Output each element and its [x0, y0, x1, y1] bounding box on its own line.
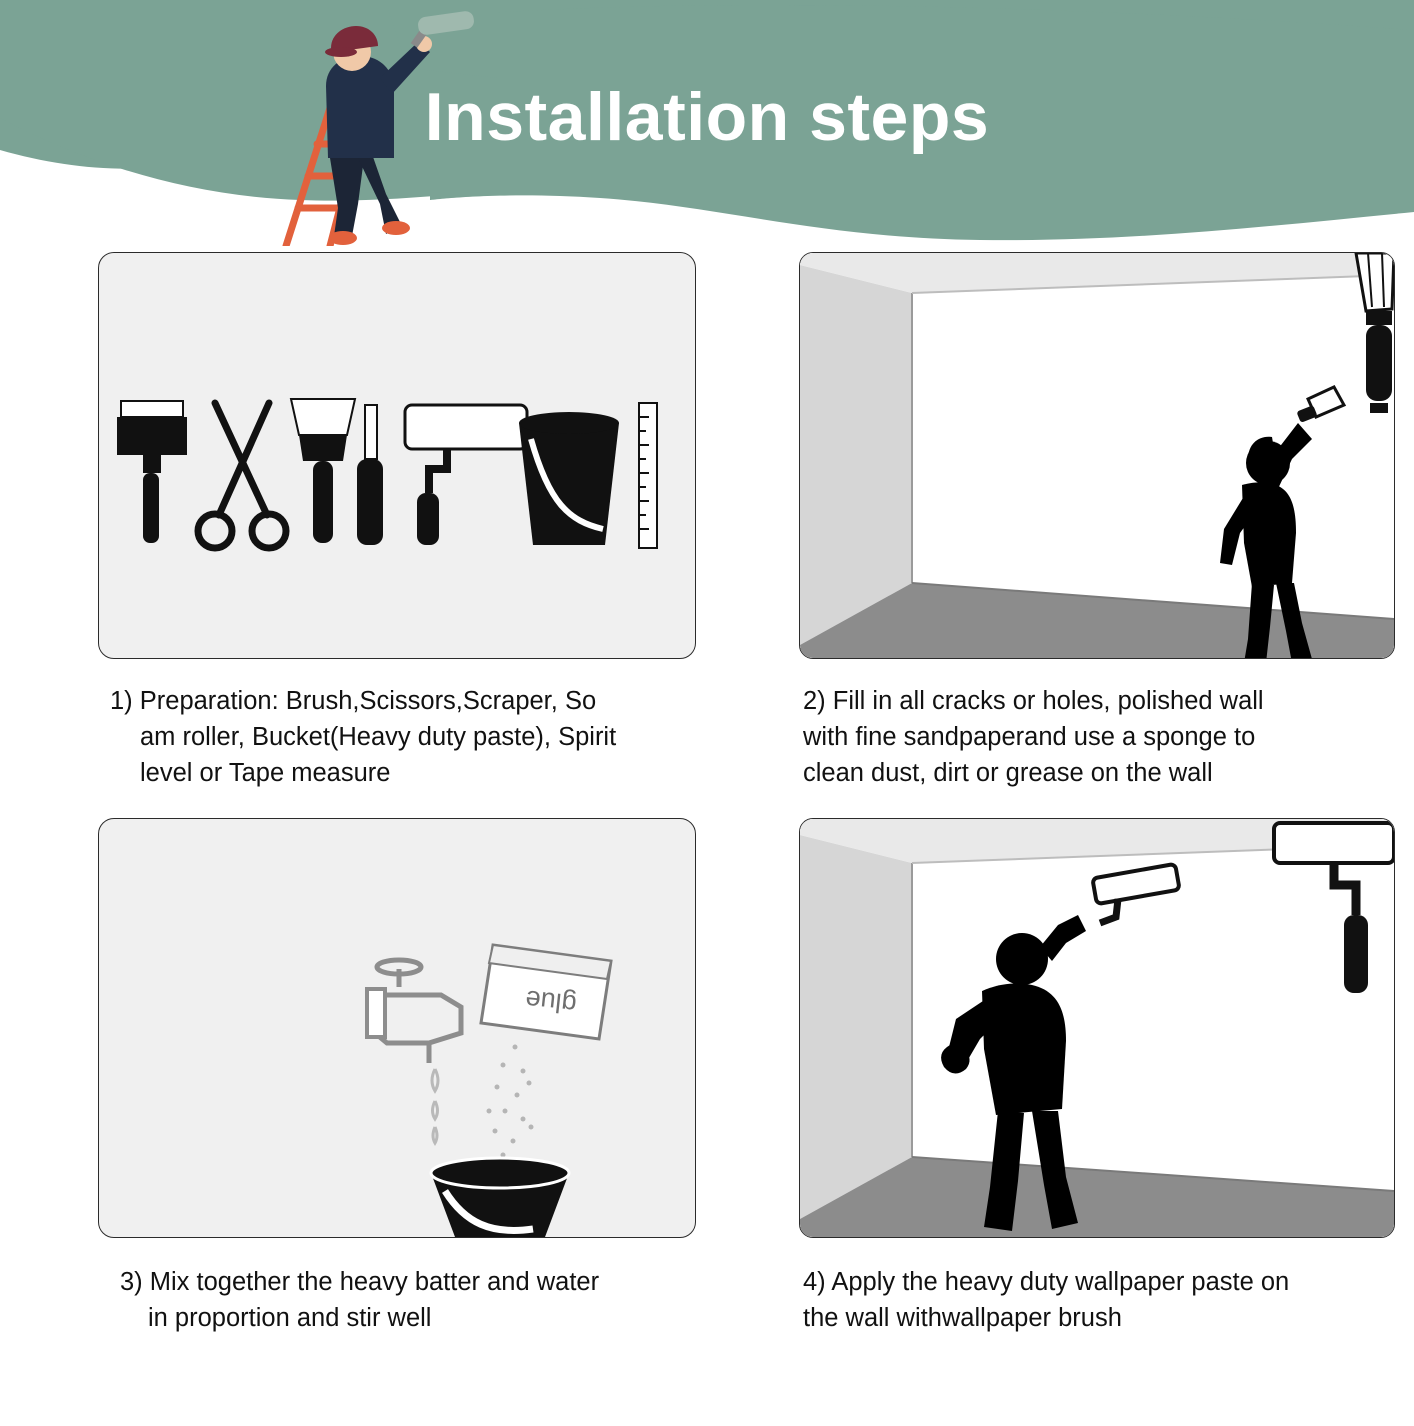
header-banner: [0, 0, 1414, 262]
step-3-caption: [120, 1264, 690, 1336]
tools-illustration: [99, 253, 695, 658]
scissors-icon: [198, 403, 286, 548]
step-4-image: [799, 818, 1395, 1238]
steps-row-1: [0, 252, 1414, 792]
step-1-line-2: am roller, Bucket(Heavy duty paste), Spirit: [140, 723, 617, 752]
step-1-image: [98, 252, 696, 659]
step-2-image: [799, 252, 1395, 659]
paint-brush-icon: [117, 401, 187, 543]
steps-grid: [0, 252, 1414, 1336]
scraper-icon: [291, 399, 355, 543]
water-drops: [432, 1069, 438, 1143]
step-1-cell: [0, 252, 707, 792]
step-3-line-2: in proportion and stir well: [148, 1303, 432, 1332]
step-1-caption: [110, 683, 690, 792]
paint-roller-icon: [405, 405, 527, 545]
mixing-illustration: [99, 819, 695, 1237]
step-3-line-1: 3) Mix together the heavy batter and water: [120, 1267, 600, 1296]
step-4-caption: [803, 1264, 1389, 1336]
step-1-line-1: 1) Preparation: Brush,Scissors,Scraper, So: [110, 687, 597, 715]
step-4-cell: [707, 818, 1414, 1336]
powder-particles: [487, 1044, 534, 1165]
faucet-base: [367, 989, 385, 1037]
step-2-line-1: 2) Fill in all cracks or holes, polished wall: [803, 687, 1264, 715]
step-2-line-3: clean dust, dirt or grease on the wall: [803, 759, 1213, 788]
faucet-icon: [375, 960, 461, 1063]
step-3-image: [98, 818, 696, 1238]
bucket-icon: [431, 1158, 569, 1237]
steps-row-2: [0, 818, 1414, 1336]
utility-knife-icon: [357, 405, 383, 545]
step-2-line-2: with fine sandpaperand use a sponge to: [803, 723, 1256, 752]
glue-label: glue: [523, 984, 578, 1020]
step-4-line-2: the wall withwallpaper brush: [803, 1303, 1122, 1332]
rolling-paste-illustration: [800, 819, 1394, 1237]
glue-bag-icon: [481, 945, 611, 1039]
step-2-cell: [707, 252, 1414, 792]
step-1-line-3: level or Tape measure: [140, 759, 391, 788]
step-2-caption: [803, 683, 1389, 792]
step-3-cell: [0, 818, 707, 1336]
bucket-icon: [519, 412, 619, 545]
step-4-line-1: 4) Apply the heavy duty wallpaper paste on: [803, 1267, 1290, 1296]
page-title: Installation steps: [424, 79, 990, 155]
ruler-icon: [639, 403, 657, 548]
wall-scraping-illustration: [800, 253, 1394, 658]
